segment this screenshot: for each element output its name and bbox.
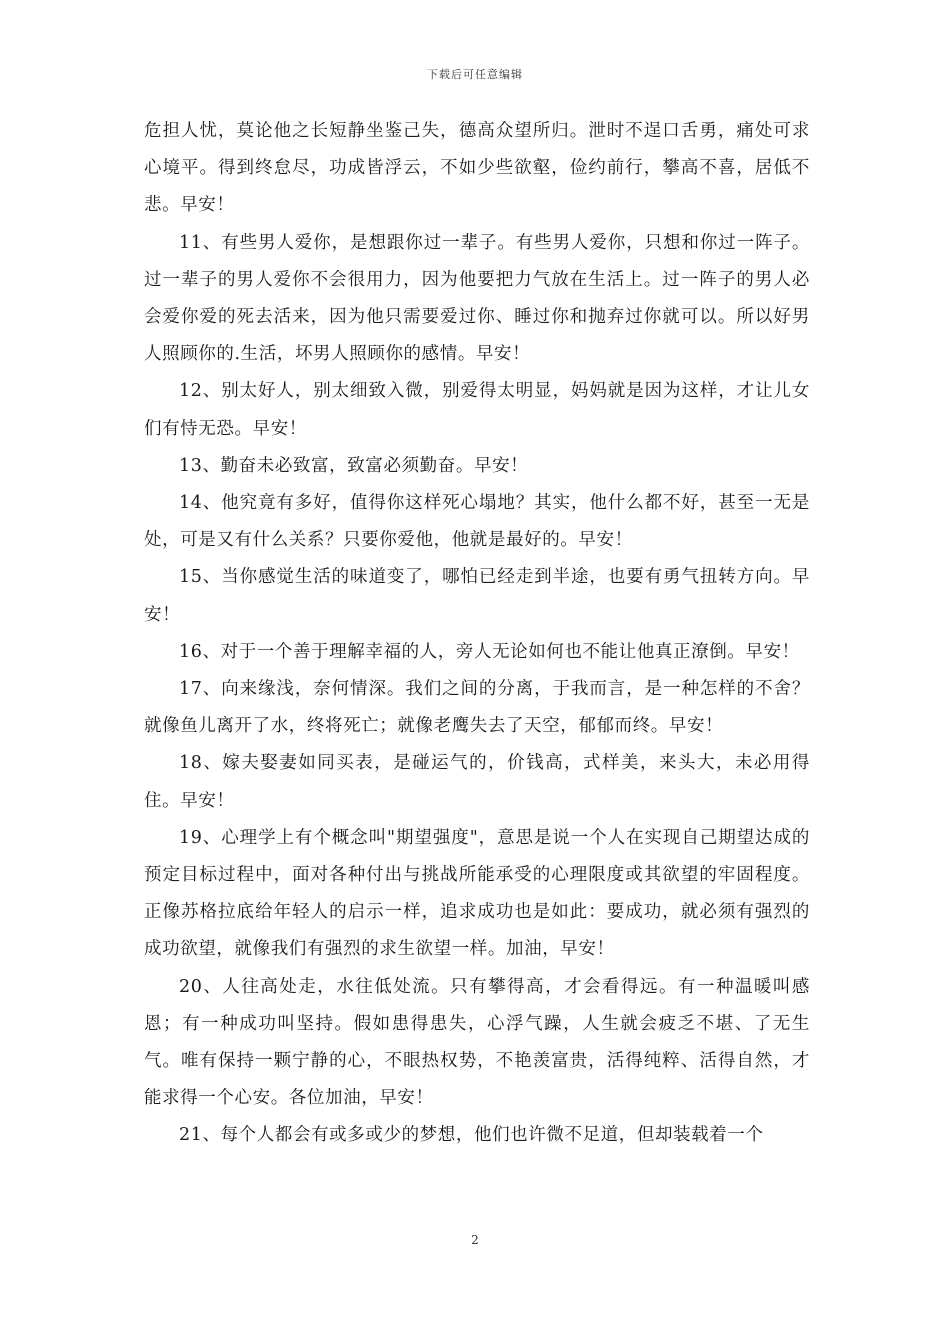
page-header: 下载后可任意编辑 [427,68,523,81]
paragraph-18: 18、嫁夫娶妻如同买表，是碰运气的，价钱高，式样美，来头大，未必用得住。早安！ [144,753,810,811]
paragraph-19: 19、心理学上有个概念叫"期望强度"，意思是说一个人在实现自己期望达成的预定目标过程中，面对各种付出与挑战所能承受的心理限度或其欲望的牢固程度。正像苏格拉底给年轻人的启示一样，追求成功也是如此：要成功，就必须有强烈的成功欲望，就像我们有强烈的求生欲望一样。加油，早安！ [144,827,810,960]
page-number: 2 [471,1233,479,1247]
paragraph-15: 15、当你感觉生活的味道变了，哪怕已经走到半途，也要有勇气扭转方向。早安！ [144,567,810,625]
paragraph-13: 13、勤奋未必致富，致富必须勤奋。早安！ [179,455,529,476]
paragraph-12: 12、别太好人，别太细致入微，别爱得太明显，妈妈就是因为这样，才让儿女们有恃无恐。早安！ [144,381,810,439]
document-body [144,113,810,1155]
paragraph-11: 11、有些男人爱你，是想跟你过一辈子。有些男人爱你，只想和你过一阵子。过一辈子的男人爱你不会很用力，因为他要把力气放在生活上。过一阵子的男人必会爱你爱的死去活来，因为他只需要爱过你、睡过你和抛弃过你就可以。所以好男人照顾你的.生活，坏男人照顾你的感情。早安！ [144,232,810,365]
paragraph-21: 21、每个人都会有或多或少的梦想，他们也许微不足道，但却装载着一个 [179,1125,764,1146]
paragraph-17: 17、向来缘浅，奈何情深。我们之间的分离，于我而言，是一种怎样的不舍？就像鱼儿离开了水，终将死亡；就像老鹰失去了天空，郁郁而终。早安！ [144,679,810,737]
paragraph-20: 20、人往高处走，水往低处流。只有攀得高，才会看得远。有一种温暖叫感恩；有一种成功叫坚持。假如患得患失，心浮气躁，人生就会疲乏不堪、了无生气。唯有保持一颗宁静的心，不眼热权势，不艳羡富贵，活得纯粹、活得自然，才能求得一个心安。各位加油，早安！ [144,976,810,1109]
paragraph-16: 16、对于一个善于理解幸福的人，旁人无论如何也不能让他真正潦倒。早安！ [179,641,800,662]
paragraph-intro: 危担人忧，莫论他之长短静坐鉴己失，德高众望所归。泄时不逞口舌勇，痛处可求心境平。得到终怠尽，功成皆浮云，不如少些欲壑，俭约前行，攀高不喜，居低不悲。早安！ [144,121,810,216]
paragraph-14: 14、他究竟有多好，值得你这样死心塌地？其实，他什么都不好，甚至一无是处，可是又有什么关系？只要你爱他，他就是最好的。早安！ [144,493,810,551]
